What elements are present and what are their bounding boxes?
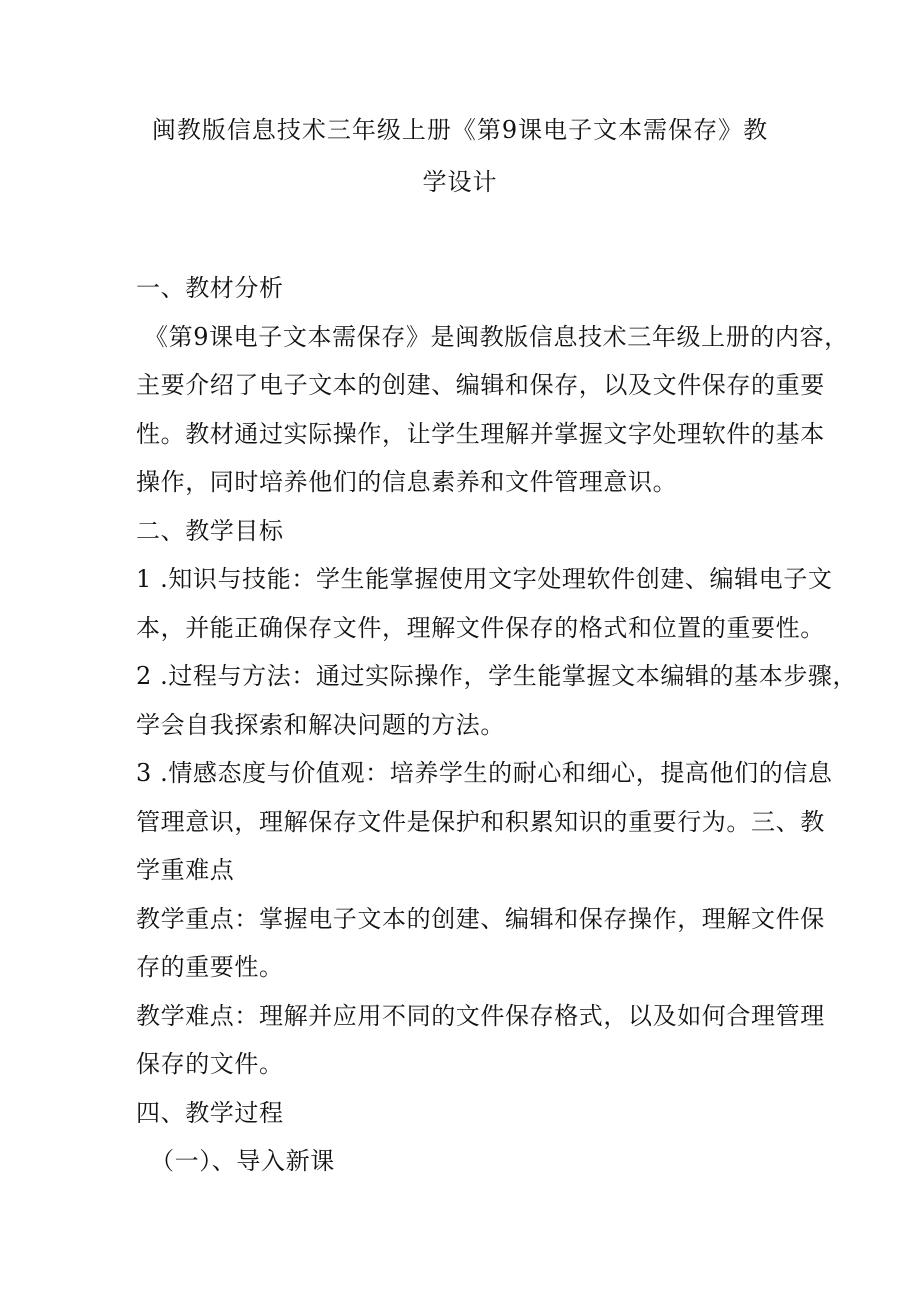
body-line: 性。教材通过实际操作，让学生理解并掌握文字处理软件的基本 xyxy=(136,419,825,448)
body-line: 《第9课电子文本需保存》是闽教版信息技术三年级上册的内容， xyxy=(144,322,849,351)
body-line: 存的重要性。 xyxy=(136,953,284,981)
section-heading-teaching-goals: 二、教学目标 xyxy=(136,516,284,545)
body-line: 操作，同时培养他们的信息素养和文件管理意识。 xyxy=(136,468,678,496)
section-heading-textbook-analysis: 一、教材分析 xyxy=(136,274,284,302)
body-line: 学会自我探索和解决问题的方法。 xyxy=(136,710,505,739)
body-line: 主要介绍了电子文本的创建、编辑和保存，以及文件保存的重要 xyxy=(136,371,825,399)
body-line: 3 .情感态度与价值观：培养学生的耐心和细心，提高他们的信息 xyxy=(136,759,833,787)
body-line: 教学重点：掌握电子文本的创建、编辑和保存操作，理解文件保 xyxy=(136,904,825,933)
document-title-line2: 学设计 xyxy=(422,168,498,196)
document-title-line1: 闽教版信息技术三年级上册《第9课电子文本需保存》教 xyxy=(151,116,769,144)
section-heading-teaching-process: 四、教学过程 xyxy=(136,1098,284,1127)
body-line: 学重难点 xyxy=(136,856,235,884)
body-line: 保存的文件。 xyxy=(136,1050,284,1078)
subsection-heading-intro: （一）、导入新课 xyxy=(150,1147,335,1175)
body-line: 本，并能正确保存文件，理解文件保存的格式和位置的重要性。 xyxy=(136,613,825,642)
body-line: 1 .知识与技能：学生能掌握使用文字处理软件创建、编辑电子文 xyxy=(136,565,833,593)
body-line: 教学难点：理解并应用不同的文件保存格式，以及如何合理管理 xyxy=(136,1001,825,1030)
body-line: 2 .过程与方法：通过实际操作，学生能掌握文本编辑的基本步骤， xyxy=(136,662,858,690)
document-body xyxy=(136,264,858,1186)
body-line: 管理意识，理解保存文件是保护和积累知识的重要行为。三、教 xyxy=(136,807,825,836)
